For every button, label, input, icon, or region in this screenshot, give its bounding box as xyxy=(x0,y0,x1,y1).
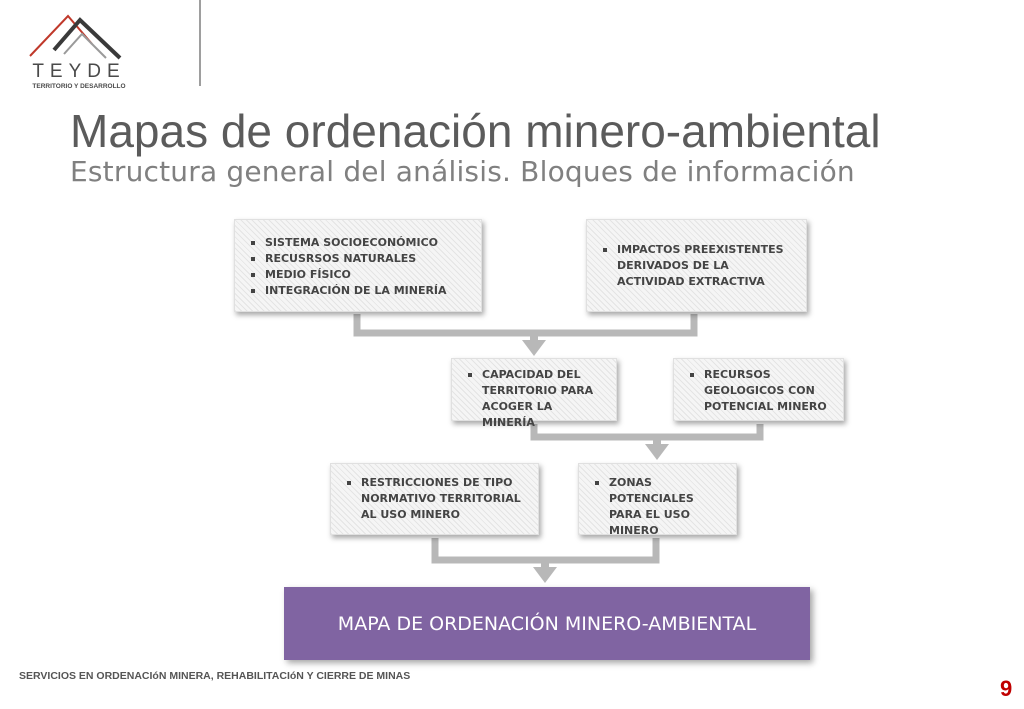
block-item: RECURSOS GEOLOGICOS CON POTENCIAL MINERO xyxy=(686,367,833,415)
slide-subtitle: Estructura general del análisis. Bloques de información xyxy=(70,155,855,188)
block-territory-capacity xyxy=(451,358,617,429)
block-item: RECUSRSOS NATURALES xyxy=(247,251,471,267)
block-item: MEDIO FÍSICO xyxy=(247,267,471,283)
connector-level-1 xyxy=(357,314,694,333)
block-item: SISTEMA SOCIOECONÓMICO xyxy=(247,235,471,251)
page-number: 9 xyxy=(1000,676,1013,701)
block-normative-restrictions xyxy=(330,463,539,535)
block-item: IMPACTOS PREEXISTENTES DERIVADOS DE LA ACTIVIDAD EXTRACTIVA xyxy=(599,242,796,290)
block-item: CAPACIDAD DEL TERRITORIO PARA ACOGER LA MINERÍA xyxy=(464,367,606,431)
connector-level-3 xyxy=(435,538,656,560)
arrow-head-2 xyxy=(645,444,669,460)
block-preexisting-impacts xyxy=(586,219,807,312)
arrow-stem-3 xyxy=(541,560,549,568)
block-item: ZONAS POTENCIALES PARA EL USO MINERO xyxy=(591,475,726,539)
block-geological-resources xyxy=(673,358,844,421)
arrow-stem-2 xyxy=(653,437,661,445)
arrow-stem-1 xyxy=(530,333,538,341)
arrow-head-1 xyxy=(522,340,546,356)
slide-title: Mapas de ordenación minero-ambiental xyxy=(70,105,881,157)
block-socioeconomic-resources xyxy=(234,219,482,312)
footer-text: SERVICIOS EN ORDENACIóN MINERA, REHABILITACIóN Y CIERRE DE MINAS xyxy=(19,670,411,682)
block-item: RESTRICCIONES DE TIPO NORMATIVO TERRITORIAL AL USO MINERO xyxy=(343,475,528,523)
logo-name: TEYDE xyxy=(32,61,126,82)
block-item: INTEGRACIÓN DE LA MINERÍA xyxy=(247,283,471,299)
block-potential-zones xyxy=(578,463,737,535)
arrow-head-3 xyxy=(533,567,557,583)
final-map-block: MAPA DE ORDENACIÓN MINERO-AMBIENTAL xyxy=(284,587,810,660)
logo-tagline: TERRITORIO Y DESARROLLO xyxy=(32,83,126,90)
